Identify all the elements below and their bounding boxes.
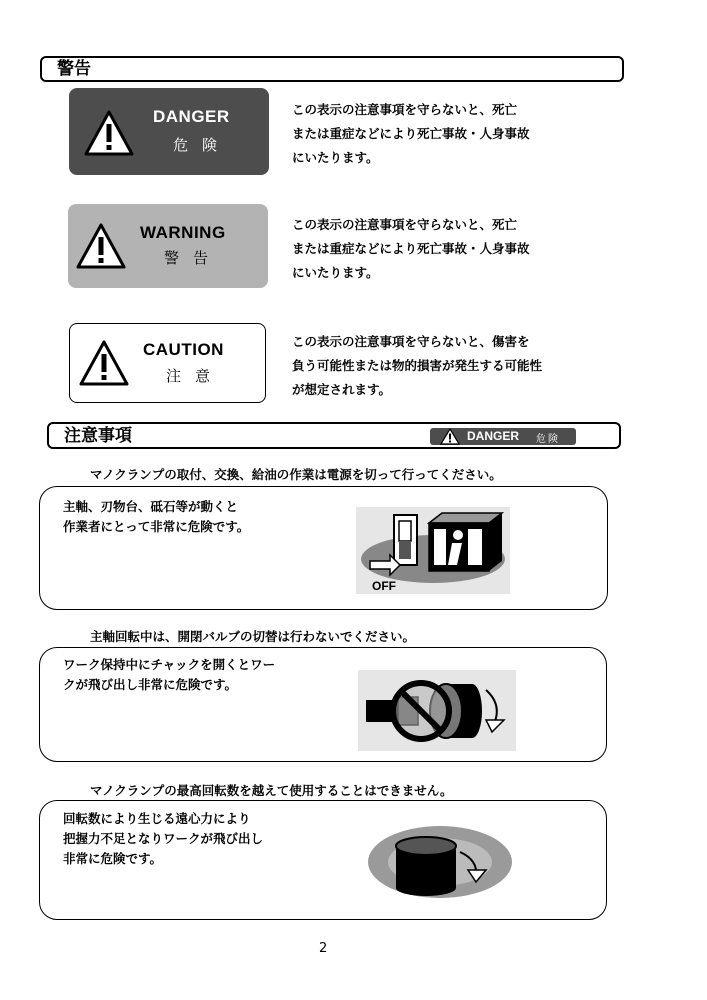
danger-description: この表示の注意事項を守らないと、死亡 または重症などにより死亡事故・人身事故 にいたります。 — [292, 102, 530, 165]
precaution-text-valve-switching: ワーク保持中にチャックを開くとワー クが飛び出し非常に危険です。 — [63, 657, 276, 692]
instruction-valve-switching: 主軸回転中は、開閉バルブの切替は行わないでください。 — [90, 629, 416, 644]
caution-description: この表示の注意事項を守らないと、傷害を 負う可能性または物的損害が発生する可能性 が想定されます。 — [292, 334, 543, 397]
precaution-text-power-off: 主軸、刃物台、砥石等が動くと 作業者にとって非常に危険です。 — [63, 499, 250, 534]
danger-badge — [430, 428, 576, 445]
warning-description: この表示の注意事項を守らないと、死亡 または重症などにより死亡事故・人身事故 にいたります。 — [292, 217, 530, 280]
no-chuck-open-illustration — [358, 670, 516, 751]
caution-sign — [69, 323, 266, 403]
page-number: 2 — [319, 941, 328, 956]
warning-triangle-icon — [84, 110, 134, 156]
instruction-max-rpm: マノクランプの最高回転数を越えて使用することはできません。 — [90, 783, 453, 798]
precaution-text-max-rpm: 回転数により生じる遠心力により 把握力不足となりワークが飛び出し 非常に危険です。 — [63, 811, 264, 866]
caution-label-en: CAUTION — [143, 340, 224, 359]
instruction-power-off: マノクランプの取付、交換、給油の作業は電源を切って行ってください。 — [90, 467, 502, 482]
danger-badge-label-en: DANGER — [467, 429, 520, 443]
rotation-illustration — [366, 818, 514, 902]
danger-label-jp: 危険 — [173, 136, 232, 154]
off-label: OFF — [372, 579, 396, 593]
warning-triangle-icon — [76, 223, 126, 269]
danger-label-en: DANGER — [153, 107, 230, 126]
danger-sign — [69, 88, 269, 175]
warning-triangle-icon — [440, 428, 460, 445]
caution-label-jp: 注意 — [166, 367, 225, 385]
power-off-illustration — [356, 507, 510, 594]
warning-section-title: 警告 — [57, 59, 91, 79]
precautions-section-title: 注意事項 — [64, 426, 132, 446]
warning-label-jp: 警告 — [164, 249, 223, 267]
warning-sign — [68, 204, 268, 288]
warning-label-en: WARNING — [140, 223, 226, 242]
danger-badge-label-jp: 危険 — [536, 434, 560, 445]
warning-triangle-icon — [79, 340, 129, 386]
warning-section-header — [40, 56, 624, 82]
